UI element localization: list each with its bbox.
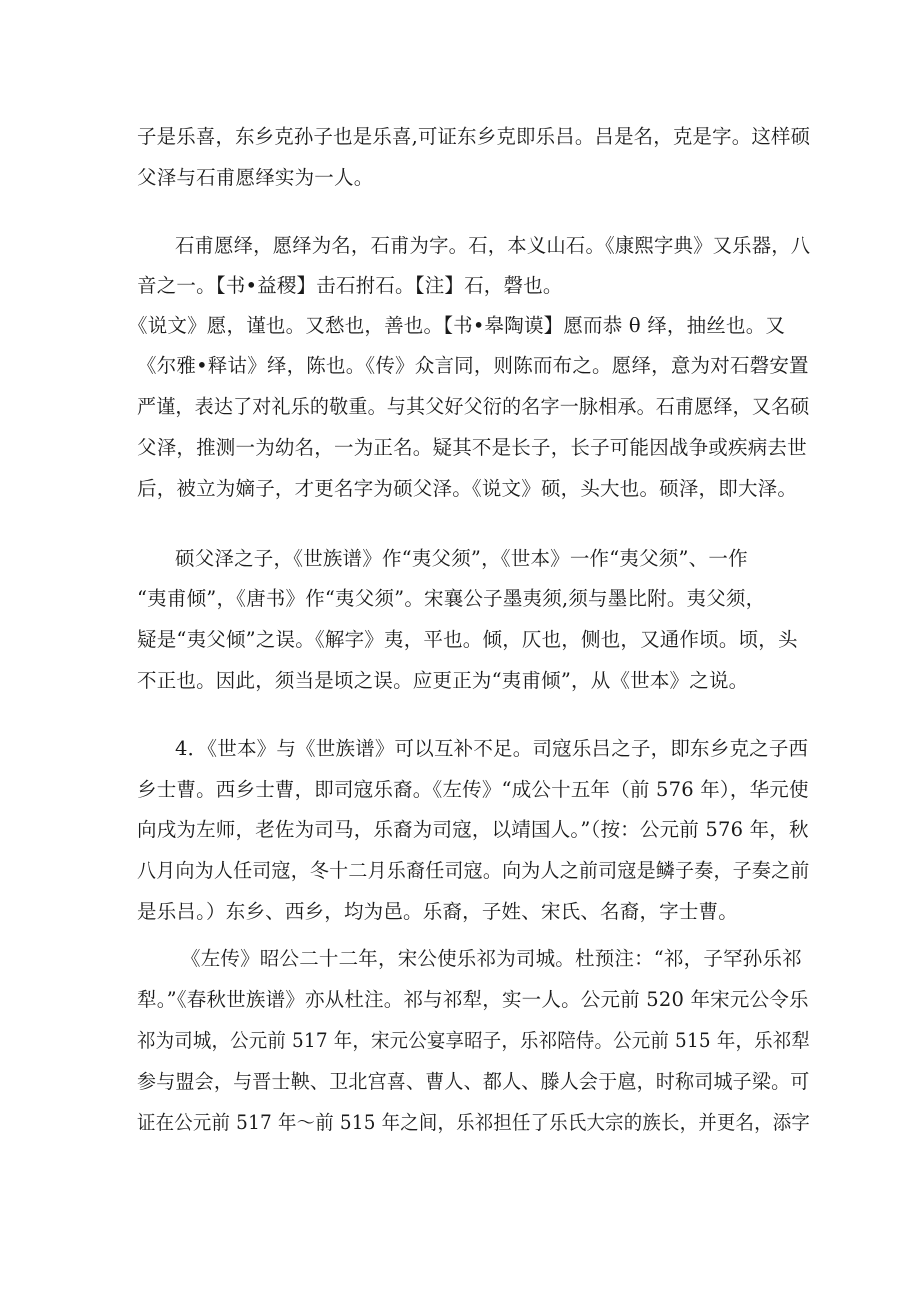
text-line: 向戌为左师，老佐为司马，乐裔为司寇，以靖国人。”（按：公元前 576 年，秋 <box>137 818 809 841</box>
text-line: 不正也。因此，须当是顷之误。应更正为“夷甫倾”，从《世本》之说。 <box>137 669 749 692</box>
text-line: 《左传》昭公二十二年，宋公使乐祁为司城。杜预注：“祁，子罕孙乐祁 <box>181 947 802 970</box>
text-line: 4．《世本》与《世族谱》可以互补不足。司寇乐吕之子，即东乡克之子西 <box>175 737 809 760</box>
text-line: 音之一。【书•益稷】击石拊石。【注】石，磬也。 <box>137 274 563 297</box>
text-line: 犁。”《春秋世族谱》亦从杜注。祁与祁犁，实一人。公元前 520 年宋元公令乐 <box>137 988 809 1011</box>
text-line: 严谨，表达了对礼乐的敬重。与其父好父衍的名字一脉相承。石甫愿绎，又名硕 <box>137 395 810 418</box>
text-line: 八月向为人任司寇，冬十二月乐裔任司寇。向为人之前司寇是鳞子奏，子奏之前 <box>137 859 810 882</box>
text-line: 参与盟会，与晋士鞅、卫北宫喜、曹人、都人、滕人会于扈，时称司城子梁。可 <box>137 1070 810 1093</box>
text-line: 疑是“夷父倾”之误。《解字》夷，平也。倾，仄也，侧也，又通作顷。顷，头 <box>137 628 798 651</box>
text-line: “夷甫倾”，《唐书》作“夷父须”。宋襄公子墨夷须,须与墨比附。夷父须， <box>137 587 766 610</box>
text-line: 祁为司城，公元前 517 年，宋元公宴享昭子，乐祁陪侍。公元前 515 年，乐祁犁 <box>137 1029 810 1052</box>
text-line: 父泽与石甫愿绎实为一人。 <box>137 166 374 189</box>
text-line: 硕父泽之子，《世族谱》作“夷父须”，《世本》一作“夷父须”、一作 <box>175 547 748 570</box>
text-line: 《尔雅•释诂》绎，陈也。《传》众言同，则陈而布之。愿绎，意为对石磬安置 <box>137 354 809 377</box>
text-line: 石甫愿绎，愿绎为名，石甫为字。石，本义山石。《康熙字典》又乐器，八 <box>175 234 811 257</box>
text-line: 乡士曹。西乡士曹，即司寇乐裔。《左传》“成公十五年（前 576 年），华元使 <box>137 778 809 801</box>
text-line: 父泽，推测一为幼名，一为正名。疑其不是长子，长子可能因战争或疾病去世 <box>137 436 807 459</box>
text-line: 后，被立为嫡子，才更名字为硕父泽。《说文》硕，头大也。硕泽，即大泽。 <box>137 477 798 500</box>
text-line: 子是乐喜，东乡克孙子也是乐喜,可证东乡克即乐吕。吕是名，克是字。这样硕 <box>137 125 811 148</box>
text-line: 证在公元前 517 年～前 515 年之间，乐祁担任了乐氏大宗的族长，并更名，添字 <box>137 1111 810 1134</box>
text-line: 是乐吕。）东乡、西乡，均为邑。乐裔，子姓、宋氏、名裔，字士曹。 <box>137 900 738 923</box>
text-line: 《说文》愿，谨也。又愁也，善也。【书•皋陶谟】愿而恭 θ 绎，抽丝也。又 <box>128 314 786 337</box>
